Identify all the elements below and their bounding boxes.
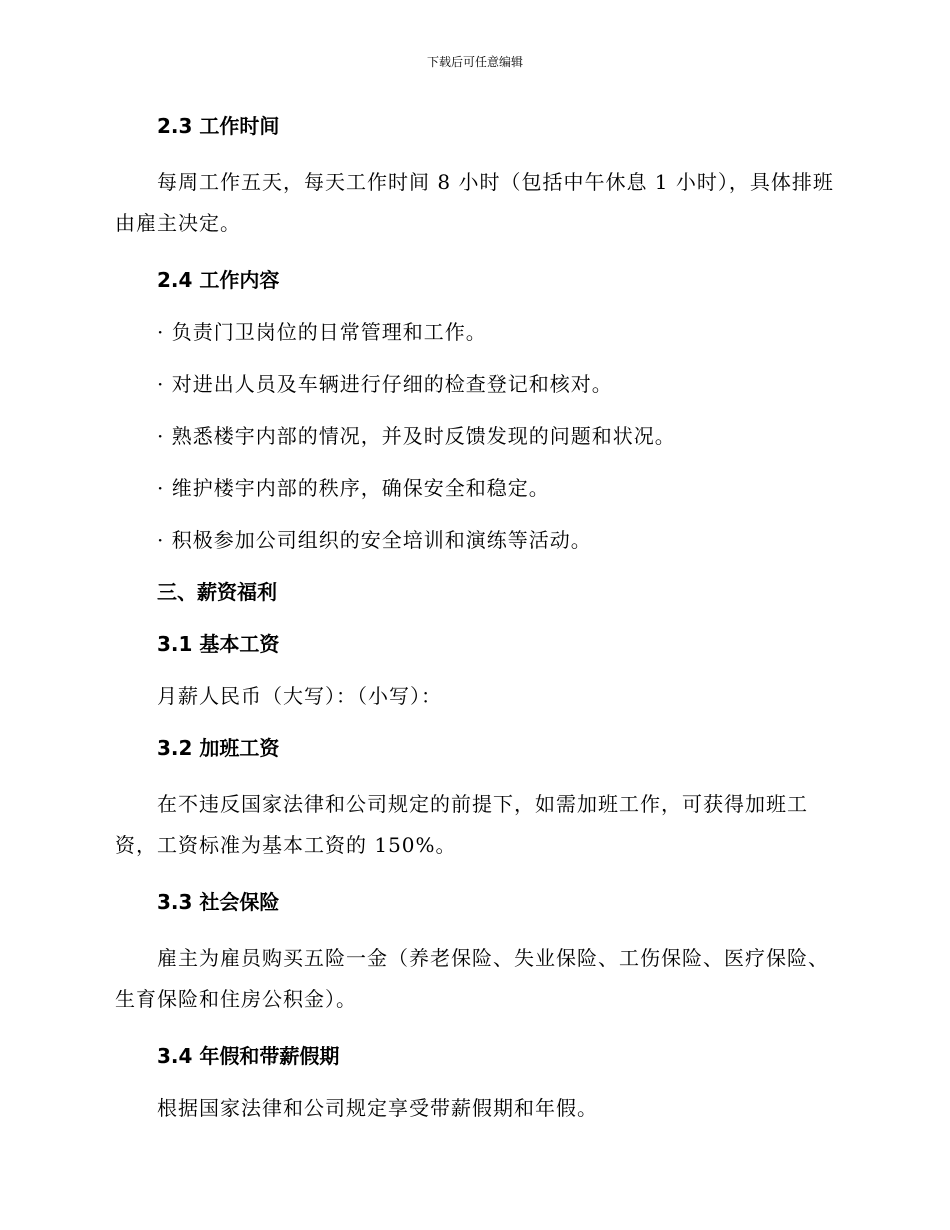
- section-paragraph-3-4: 根据国家法律和公司规定享受带薪假期和年假。: [157, 1096, 598, 1120]
- list-item: · 对进出人员及车辆进行仔细的检查登记和核对。: [157, 372, 613, 396]
- list-item: · 维护楼宇内部的秩序，确保安全和稳定。: [157, 476, 550, 500]
- section-heading-2-4: 2.4 工作内容: [157, 268, 280, 292]
- section-heading-3-2: 3.2 加班工资: [157, 736, 280, 760]
- section-heading-3-1: 3.1 基本工资: [157, 632, 280, 656]
- header-note: 下载后可任意编辑: [426, 55, 523, 69]
- section-paragraph-3-1: 月薪人民币（大写）：（小写）：: [157, 684, 442, 708]
- section-heading-3-4: 3.4 年假和带薪假期: [157, 1044, 340, 1068]
- section-paragraph-3-3: 雇主为雇员购买五险一金（养老保险、失业保险、工伤保险、医疗保险、生育保险和住房公积金）。: [115, 946, 829, 1011]
- section-heading-3-3: 3.3 社会保险: [157, 890, 280, 914]
- list-item: · 积极参加公司组织的安全培训和演练等活动。: [157, 528, 592, 552]
- list-item: · 熟悉楼宇内部的情况，并及时反馈发现的问题和状况。: [157, 424, 676, 448]
- document-body: [115, 110, 835, 1124]
- section-heading-3: 三、薪资福利: [157, 580, 277, 604]
- section-heading-2-3: 2.3 工作时间: [157, 114, 280, 138]
- section-paragraph-2-3: 每周工作五天，每天工作时间 8 小时（包括中午休息 1 小时），具体排班由雇主决定。: [115, 170, 834, 235]
- list-item: · 负责门卫岗位的日常管理和工作。: [157, 320, 487, 344]
- section-paragraph-3-2: 在不违反国家法律和公司规定的前提下，如需加班工作，可获得加班工资，工资标准为基本工资的 150%。: [115, 792, 808, 857]
